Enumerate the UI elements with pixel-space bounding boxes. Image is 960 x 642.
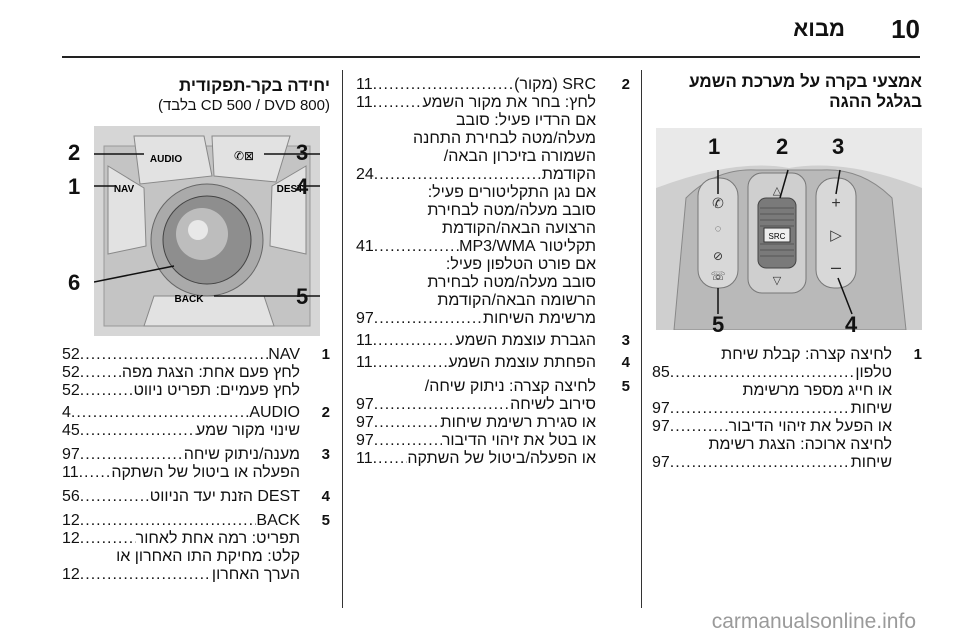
item-line: הרצועה הבאה/הקודמת: [442, 220, 596, 237]
item-lines: [652, 346, 892, 472]
item-number: 1: [321, 346, 330, 363]
item-line: לחיצה קצרה: קבלת שיחת: [721, 346, 892, 363]
item-lines: [356, 76, 596, 328]
toc-line: הגברת עוצמת השמע ..... 11: [356, 332, 596, 350]
page-title: מבוא: [793, 16, 845, 41]
item-line: סובב מעלה/מטה לבחירת: [427, 202, 596, 219]
watermark: carmanualsonline.info: [711, 610, 916, 633]
item-line: השמורה בזיכרון הבאה/: [443, 148, 596, 165]
item-lines: [62, 446, 300, 482]
toc-line: או בטל את זיהוי הדיבור ..... 97: [356, 432, 596, 450]
item-number: 2: [621, 76, 630, 93]
controller-illustration: [94, 126, 320, 336]
item-line: אם נגן התקליטורים פעיל:: [427, 184, 596, 201]
phone-mute-icon: ✆⊠: [233, 149, 255, 163]
toc-line: הערך האחרון ..... 12: [62, 566, 300, 584]
toc-line: NAV ..... 52: [62, 346, 300, 364]
page-number: 10: [891, 14, 920, 44]
toc-line: סירוב לשיחה ..... 97: [356, 396, 596, 414]
figure-callout-4: 4: [845, 312, 858, 337]
item-number: 1: [913, 346, 922, 363]
toc-line: שיחות ..... 97: [652, 454, 892, 472]
phone-icon: ✆: [712, 195, 724, 211]
toc-line: או הפעל את זיהוי הדיבור ..... 97: [652, 418, 892, 436]
item-line: מעלה/מטה לבחירת התחנה: [413, 130, 596, 147]
back-button: [144, 296, 274, 326]
steering-item-5: [356, 378, 630, 468]
item-line: סובב מעלה/מטה לבחירת: [427, 274, 596, 291]
item-number: 2: [321, 404, 330, 421]
figure-callout-2: 2: [68, 140, 81, 165]
item-number: 5: [321, 512, 330, 529]
controller-item-5: [62, 512, 330, 584]
toc-line: תפריט: רמה אחת לאחור ..... 12: [62, 530, 300, 548]
section-title-line2: בגלגל ההגה: [829, 92, 922, 111]
steering-wheel-illustration: [656, 128, 922, 330]
item-lines: [62, 404, 300, 440]
figure-callout-1: 1: [68, 174, 81, 199]
item-line: הרשומה הבאה/הקודמת: [437, 292, 596, 309]
controller-item-2: [62, 404, 330, 440]
src-label: SRC: [768, 232, 786, 241]
toc-line: לחץ: בחר את מקור השמע ..... 11: [356, 94, 596, 112]
toc-line: או הפעלה/ביטול של השתקה ..... 11: [356, 450, 596, 468]
steering-controls-section: [652, 72, 922, 112]
item-number: 3: [321, 446, 330, 463]
steering-wheel-controls-figure: [656, 128, 922, 330]
item-lines: [356, 332, 596, 350]
volume-minus-icon: –: [830, 257, 842, 277]
figure-callout-3: 3: [832, 134, 845, 159]
figure-callout-6: 6: [68, 270, 81, 295]
figure-callout-3: 3: [296, 140, 309, 165]
item-line: או חייג מספר מרשימת: [742, 382, 892, 399]
toc-line: SRC (מקור) ..... 11: [356, 76, 596, 94]
dest-label: DEST: [276, 184, 304, 195]
figure-callout-5: 5: [296, 284, 309, 309]
item-lines: [356, 378, 596, 468]
controller-item-3: [62, 446, 330, 482]
audio-label: AUDIO: [149, 154, 183, 165]
figure-callout-4: 4: [296, 174, 309, 199]
toc-line: הפחתת עוצמת השמע ..... 11: [356, 354, 596, 372]
voice-icon: ◌: [714, 223, 722, 235]
nav-label: NAV: [113, 184, 135, 195]
controller-item-1: [62, 346, 330, 400]
volume-plus-icon: +: [831, 195, 841, 212]
down-arrow-icon: ▽: [772, 275, 782, 287]
toc-line: או סגירת רשימת שיחות ..... 97: [356, 414, 596, 432]
toc-line: AUDIO ..... 4: [62, 404, 300, 422]
item-line: אם פורט הטלפון פעיל:: [445, 256, 596, 273]
figure-callout-5: 5: [712, 312, 725, 337]
toc-line: טלפון ..... 85: [652, 364, 892, 382]
toc-line: לחץ פעם אחת: הצגת מפה ..... 52: [62, 364, 300, 382]
section-title-line1: אמצעי בקרה על מערכת השמע: [689, 72, 922, 91]
toc-line: הקודמת ..... 24: [356, 166, 596, 184]
item-line: לחיצה ארוכה: הצגת רשימת: [708, 436, 892, 453]
item-number: 4: [621, 354, 630, 371]
item-number: 5: [621, 378, 630, 395]
steering-item-4: [356, 354, 630, 372]
item-line: לחיצה קצרה: ניתוק שיחה/: [424, 378, 596, 395]
up-arrow-icon: △: [772, 185, 782, 197]
controller-section-header: [62, 76, 330, 115]
figure-callout-1: 1: [708, 134, 721, 159]
item-lines: [62, 346, 300, 400]
steering-item-1: [652, 346, 922, 472]
toc-line: תקליטור MP3/WMA ..... 41: [356, 238, 596, 256]
toc-line: BACK ..... 12: [62, 512, 300, 530]
toc-line: מענה/ניתוק שיחה ..... 97: [62, 446, 300, 464]
back-label: BACK: [174, 294, 204, 305]
mute-icon: ⊘: [712, 249, 724, 263]
multifunction-controller-figure: [94, 126, 320, 336]
item-lines: [62, 488, 300, 506]
toc-line: הפעלה או ביטול של השתקה ..... 11: [62, 464, 300, 482]
column-divider-right: [641, 70, 642, 608]
item-line: קלט: מחיקת התו האחרון או: [116, 548, 300, 565]
item-lines: [356, 354, 596, 372]
steering-item-2: [356, 76, 630, 328]
section-title: יחידה בקר-תפקודית: [179, 76, 330, 95]
item-number: 4: [321, 488, 330, 505]
hangup-icon: ☏: [710, 269, 726, 283]
toc-line: DEST הזנת יעד הניווט ..... 56: [62, 488, 300, 506]
toc-line: מרשימת השיחות ..... 97: [356, 310, 596, 328]
item-line: אם הרדיו פעיל: סובב: [455, 112, 596, 129]
figure-callout-2: 2: [776, 134, 789, 159]
controller-item-4: [62, 488, 330, 506]
item-number: 3: [621, 332, 630, 349]
toc-line: שיחות ..... 97: [652, 400, 892, 418]
next-icon: ▷: [830, 227, 842, 244]
column-divider-left: [342, 70, 343, 608]
toc-line: לחץ פעמיים: תפריט ניווט ..... 52: [62, 382, 300, 400]
item-lines: [62, 512, 300, 584]
steering-item-3: [356, 332, 630, 350]
section-subtitle: (CD 500 / DVD 800 בלבד): [157, 97, 330, 114]
header-rule: [62, 56, 920, 58]
toc-line: שינוי מקור שמע ..... 45: [62, 422, 300, 440]
